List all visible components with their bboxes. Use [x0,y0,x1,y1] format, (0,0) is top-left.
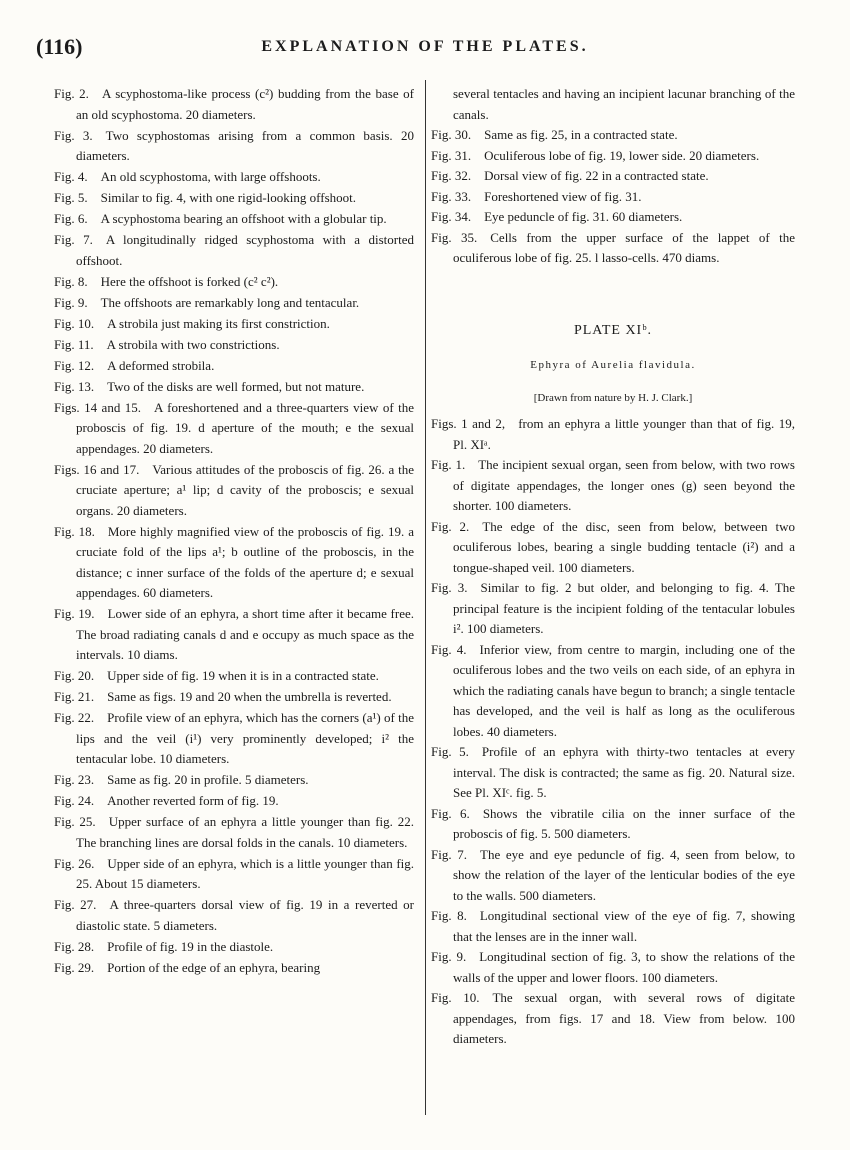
figure-description: Profile view of an ephyra, which has the corners (a¹) of the lips and the veil (i¹) very prominently developed; i² the tentacular lobe. 10 diameters. [76,710,414,766]
figure-description: A deformed strobila. [107,357,215,373]
figure-entry [54,895,414,936]
figure-label: Fig. 11. [54,336,94,352]
figure-description: Profile of an ephyra with thirty-two tentacles at every interval. The disk is contracted; the same as fig. 20. Natural size. See Pl. XIᶜ. fig. 5. [453,744,796,800]
figure-entry [54,791,414,812]
figure-entry [431,146,795,167]
figure-label: Fig. 10. [54,315,95,331]
figure-label: Fig. 7. [431,846,467,862]
plate-title: PLATE XIᵇ. [573,322,653,338]
figure-entry [54,958,414,979]
figure-label: Fig. 2. [54,86,89,101]
figure-entry [54,708,414,770]
figure-entry [54,126,414,167]
figure-entry [54,854,414,895]
figure-description: Same as fig. 20 in profile. 5 diameters. [107,772,309,787]
figure-label: Fig. 31. [431,147,472,163]
figure-label: Fig. 8. [431,908,467,923]
figure-entry [431,578,795,640]
figure-entry [54,356,414,377]
figure-description: Same as fig. 25, in a contracted state. [484,127,678,142]
page-number: (116) [36,34,83,59]
figure-label: Fig. 9. [431,949,467,964]
figure-entry [431,742,795,804]
figure-entry [54,335,414,356]
figure-description: The incipient sexual organ, seen from below, with two rows of digitate appendages, the longer ones (g) seen beyond the shorter. 100 diameters. [453,457,795,513]
figure-entry [431,906,795,947]
figure-description: Two of the disks are well formed, but not mature. [107,378,365,394]
figure-description: The eye and eye peduncle of fig. 4, seen from below, to show the relation of the layer of the lenticular bodies of the eye to the walls. 500 diameters. [453,846,795,903]
figure-description: several tentacles and having an incipient lacunar branching of the canals. [453,86,795,122]
figure-entry [54,272,414,293]
figure-description: Profile of fig. 19 in the diastole. [107,938,274,954]
figure-entry [431,207,795,228]
figure-label: Fig. 29. [54,959,95,975]
figure-label: Fig. 24. [54,793,95,808]
figure-entry [54,666,414,687]
figure-description: Similar to fig. 2 but older, and belonging to fig. 4. The principal feature is the incipient folding of the tentacular lobules i². 100 diameters. [453,580,795,636]
figure-label: Fig. 32. [431,168,472,183]
figure-description: The edge of the disc, seen from below, between two oculiferous lobes, bearing a single budding tentacle (i²) and a tongue-shaped veil. 100 diameters. [453,518,795,575]
figure-entry [431,414,795,455]
figure-description: Inferior view, from centre to margin, including one of the oculiferous lobes and the two veils on each side, of an ephyra in which the radiating canals have begun to branch; a single tentacle has developed, and the veil is half as long as the oculiferous lobes. 40 diameters. [453,641,795,739]
figure-label: Fig. 10. [431,990,480,1005]
figure-label: Fig. 30. [431,127,472,142]
figure-label: Fig. 22. [54,710,95,725]
plate-credit: [Drawn from nature by H. J. Clark.] [533,391,693,404]
right-column [431,84,795,1050]
figure-description: An old scyphostoma, with large offshoots. [100,169,321,184]
figure-label: Fig. 35. [431,229,478,245]
figure-description: A three-quarters dorsal view of fig. 19 in a reverted or diastolic state. 5 diameters. [76,897,415,933]
figure-description: A longitudinally ridged scyphostoma with a distorted offshoot. [76,232,414,268]
figure-description: Shows the vibratile cilia on the inner surface of the proboscis of fig. 5. 500 diameters. [453,805,796,841]
figure-entry [54,522,414,604]
figure-description: Oculiferous lobe of fig. 19, lower side. 20 diameters. [484,147,760,163]
figure-entry [431,947,795,988]
figure-label: Fig. 13. [54,378,95,394]
figure-description: Longitudinal section of fig. 3, to show the relations of the walls of the upper and lower floors. 100 diameters. [453,949,796,985]
figure-entry [431,845,795,907]
figure-label: Fig. 34. [431,209,472,224]
figure-entry [54,604,414,666]
figure-description: A strobila just making its first constriction. [107,315,330,331]
figure-label: Figs. 14 and 15. [54,399,142,415]
figure-label: Fig. 21. [54,689,95,704]
figure-label: Fig. 2. [431,518,470,534]
figure-entry [431,640,795,743]
left-column [54,84,414,979]
figure-description: A strobila with two constrictions. [106,336,280,352]
figure-description: Upper side of fig. 19 when it is in a contracted state. [107,668,379,683]
figure-entry [431,187,795,208]
figure-label: Fig. 12. [54,357,95,373]
figure-label: Fig. 4. [54,169,88,184]
figure-label: Fig. 33. [431,188,472,204]
figure-label: Fig. 5. [431,744,469,759]
page-header [0,34,850,64]
figure-label: Figs. 16 and 17. [54,461,140,477]
figure-entry [431,125,795,146]
figure-description: Dorsal view of fig. 22 in a contracted state. [484,168,709,183]
figure-entry [431,455,795,517]
figure-label: Fig. 18. [54,523,95,539]
figure-description: More highly magnified view of the proboscis of fig. 19. a cruciate fold of the lips a¹; b outline of the proboscis, in the distance; c inner surface of the folds of the aperture d; e sexual appendages. 60 diameters. [76,523,415,600]
figure-label: Fig. 20. [54,668,95,683]
figure-label: Fig. 25. [54,814,96,829]
figure-entry [54,188,414,209]
figure-label: Fig. 8. [54,273,88,289]
figure-entry [431,228,795,269]
figure-entry [54,314,414,335]
figure-description: Eye peduncle of fig. 31. 60 diameters. [484,209,683,224]
figure-label: Fig. 1. [431,457,466,472]
figure-entry [431,804,795,845]
figure-label: Fig. 26. [54,855,95,871]
figure-description: Similar to fig. 4, with one rigid-looking offshoot. [100,190,357,205]
figure-description: Portion of the edge of an ephyra, bearing [107,959,321,975]
column-divider [425,80,426,1115]
figure-label: Fig. 6. [431,805,470,821]
figure-entry [431,988,795,1050]
figure-description: Cells from the upper surface of the lappet of the oculiferous lobe of fig. 25. l lasso-cells. 470 diams. [453,229,796,265]
figure-label: Fig. 5. [54,190,88,205]
figure-description: Foreshortened view of fig. 31. [484,188,642,204]
figure-description: Various attitudes of the proboscis of fig. 26. a the cruciate aperture; a¹ lip; d cavity of the proboscis; e sexual organs. 20 diameters. [76,461,414,518]
figure-label: Fig. 3. [431,580,468,595]
figure-entry [54,230,414,271]
figure-entry [54,209,414,230]
figure-entry [54,293,414,314]
figure-description: A foreshortened and a three-quarters view of the proboscis of fig. 19. d aperture of the mouth; e the sexual appendages. 20 diameters. [76,399,415,456]
figure-entry [54,812,414,853]
figure-entry [54,84,414,125]
figure-label: Fig. 4. [431,641,467,657]
figure-description: Longitudinal sectional view of the eye of fig. 7, showing that the lenses are in the inner wall. [453,908,796,944]
figure-entry [54,770,414,791]
plate-subtitle: Ephyra of Aurelia flavidula. [530,359,696,371]
figure-label: Fig. 6. [54,211,88,226]
figure-description: Upper side of an ephyra, which is a little younger than fig. 25. About 15 diameters. [76,855,415,891]
figure-entry [54,687,414,708]
figure-label: Fig. 7. [54,232,93,247]
figure-entry [54,398,414,460]
figure-entry [431,84,795,125]
figure-description: A scyphostoma-like process (c²) budding from the base of an old scyphostoma. 20 diameters. [76,86,414,122]
figure-entry [54,167,414,188]
figure-description: Lower side of an ephyra, a short time after it became free. The broad radiating canals d and e occupy as much space as the intervals. 10 diams. [76,606,415,662]
right-column-entries-top [431,84,795,269]
figure-description: Upper surface of an ephyra a little younger than fig. 22. The branching lines are dorsal folds in the canals. 10 diameters. [76,814,415,850]
figure-description: The offshoots are remarkably long and tentacular. [100,294,360,310]
figure-entry [431,166,795,187]
right-column-entries-bottom [431,414,795,1050]
figure-entry [54,937,414,958]
figure-description: The sexual organ, with several rows of digitate appendages, from figs. 17 and 18. View from below. 100 diameters. [453,990,795,1046]
figure-description: Here the offshoot is forked (c² c²). [100,273,279,289]
figure-description: Same as figs. 19 and 20 when the umbrella is reverted. [107,689,392,704]
figure-label: Fig. 19. [54,606,95,621]
figure-label: Figs. 1 and 2, [431,416,506,431]
figure-entry [54,377,414,398]
figure-label: Fig. 3. [54,127,93,143]
figure-description: Another reverted form of fig. 19. [107,793,279,808]
figure-label: Fig. 27. [54,897,97,912]
figure-label: Fig. 23. [54,772,95,787]
figure-label: Fig. 9. [54,294,88,310]
figure-description: from an ephyra a little younger than that of fig. 19, Pl. XIᵃ. [453,416,795,452]
figure-entry [431,517,795,579]
figure-label: Fig. 28. [54,938,95,954]
running-title: EXPLANATION OF THE PLATES. [261,38,589,55]
figure-description: Two scyphostomas arising from a common basis. 20 diameters. [76,127,414,163]
figure-entry [54,460,414,522]
figure-description: A scyphostoma bearing an offshoot with a globular tip. [100,211,387,226]
